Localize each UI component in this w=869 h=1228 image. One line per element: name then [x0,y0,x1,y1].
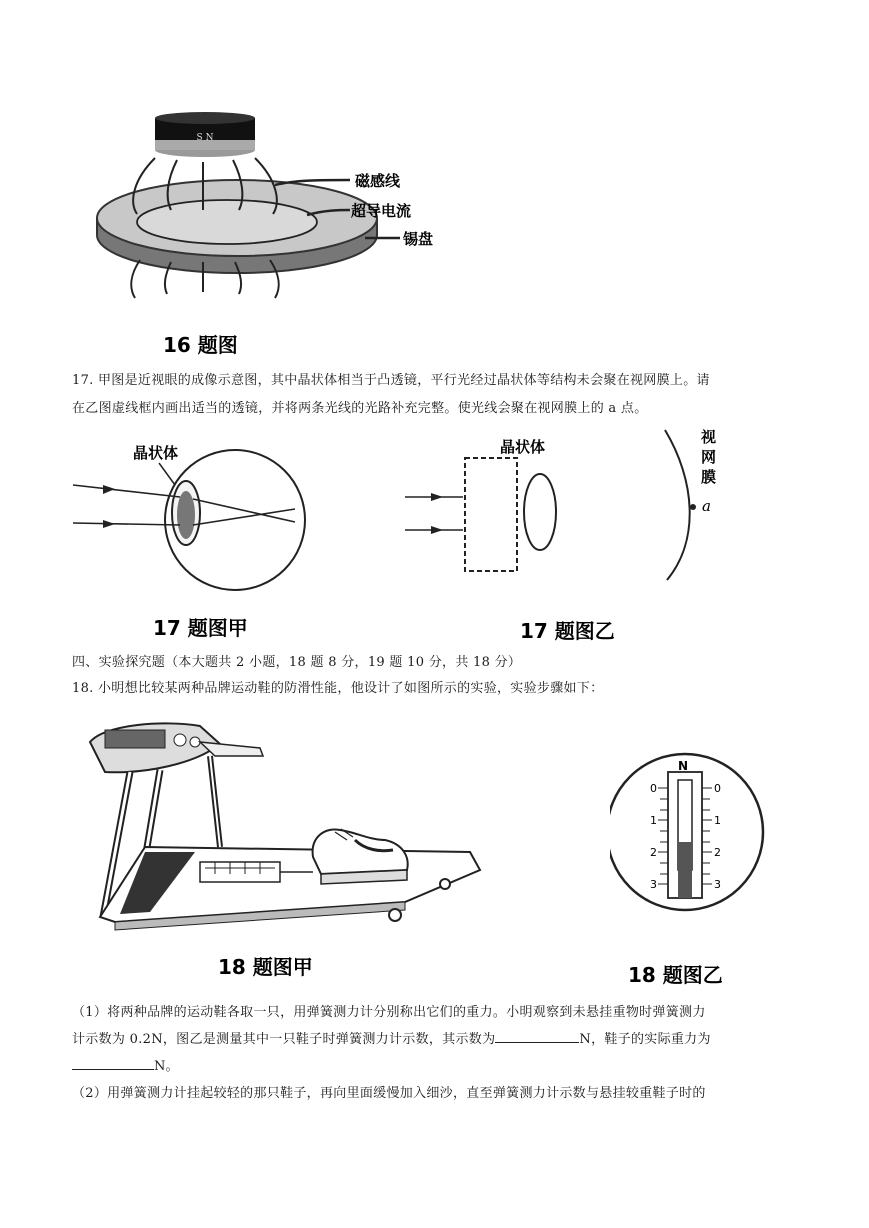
q17-text-line2: 在乙图虚线框内画出适当的透镜，并将两条光线的光路补充完整。使光线会聚在视网膜上的 a 点。 [72,401,648,416]
lens-shading [177,491,195,539]
incident-ray-arrows [431,493,443,534]
superconducting-current-loop [137,200,317,244]
figure-16 [85,110,465,360]
caption-fig17b: 17 题图乙 [520,619,615,643]
magnet [155,112,255,157]
figure-18a [85,712,485,987]
scale-unit: N [678,759,689,773]
tin-disk [97,180,377,273]
point-a-dot [690,504,696,510]
caption-fig18a: 18 题图甲 [218,955,313,979]
answer-blank-actual-weight[interactable] [72,1055,154,1070]
q18-p1-line1: （1）将两种品牌的运动鞋各取一只，用弹簧测力计分别称出它们的重力。小明观察到未悬挂重物时弹簧测力 [72,1005,706,1020]
answer-blank-reading[interactable] [495,1028,579,1043]
caption-fig17a: 17 题图甲 [153,616,248,640]
label-lens-17b: 晶状体 [500,438,546,456]
label-retina-char3: 膜 [701,468,717,486]
figure-17b [395,420,740,645]
tick-right-2: 2 [714,846,721,859]
incident-rays [405,497,463,530]
caption-fig16: 16 题图 [163,333,238,357]
caption-fig18b: 18 题图乙 [628,963,723,987]
tick-right-0: 0 [714,782,721,795]
label-retina-char1: 视 [701,428,717,446]
label-point-a: a [702,497,711,515]
tick-right-3: 3 [714,878,721,891]
q18-p1-line3 [72,1054,179,1080]
figure-17a [65,425,365,645]
q18-p1-line2-start: 计示数为 0.2N，图乙是测量其中一只鞋子时弹簧测力计示数，其示数为 [72,1032,496,1047]
q18-intro: 18. 小明想比较某两种品牌运动鞋的防滑性能，他设计了如图所示的实验，实验步骤如下： [72,681,604,696]
running-shoe [313,829,408,874]
section4-heading: 四、实验探究题（本大题共 2 小题，18 题 8 分，19 题 10 分，共 18 分） [72,655,522,670]
spring-scale-on-deck [200,862,280,882]
label-supercurrent: 超导电流 [351,202,412,220]
q18-p1-line2 [72,1027,711,1053]
scale-pointer-rod [678,842,692,898]
q18-p1-line2-end: N，鞋子的实际重力为 [579,1032,711,1047]
label-retina-char2: 网 [701,448,717,466]
retina-arc [665,430,690,580]
dashed-lens-box [465,458,517,571]
magnet-pole-mark: S N [196,133,214,143]
ray-arrows [103,485,115,528]
tick-left-3: 3 [650,878,657,891]
q18-p1-line3-end: N。 [154,1059,179,1074]
console-display [105,730,165,748]
q18-p2-line1: （2）用弹簧测力计挂起较轻的那只鞋子，再向里面缓慢加入细沙，直至弹簧测力计示数与悬挂较重鞋子时的 [72,1086,706,1101]
tick-left-0: 0 [650,782,657,795]
crystalline-lens-17b [524,474,556,550]
label-tin-disk: 锡盘 [403,230,434,248]
label-field-lines: 磁感线 [355,172,401,190]
label-lens-17a: 晶状体 [133,444,179,462]
tick-left-2: 2 [650,846,657,859]
handrail [200,742,263,756]
tick-left-1: 1 [650,814,657,827]
tick-right-1: 1 [714,814,721,827]
figure-18b [610,750,800,990]
lens-leader [159,463,175,485]
q17-text-line1: 17. 甲图是近视眼的成像示意图，其中晶状体相当于凸透镜，平行光经过晶状体等结构未会聚在视网膜上。请 [72,373,710,388]
